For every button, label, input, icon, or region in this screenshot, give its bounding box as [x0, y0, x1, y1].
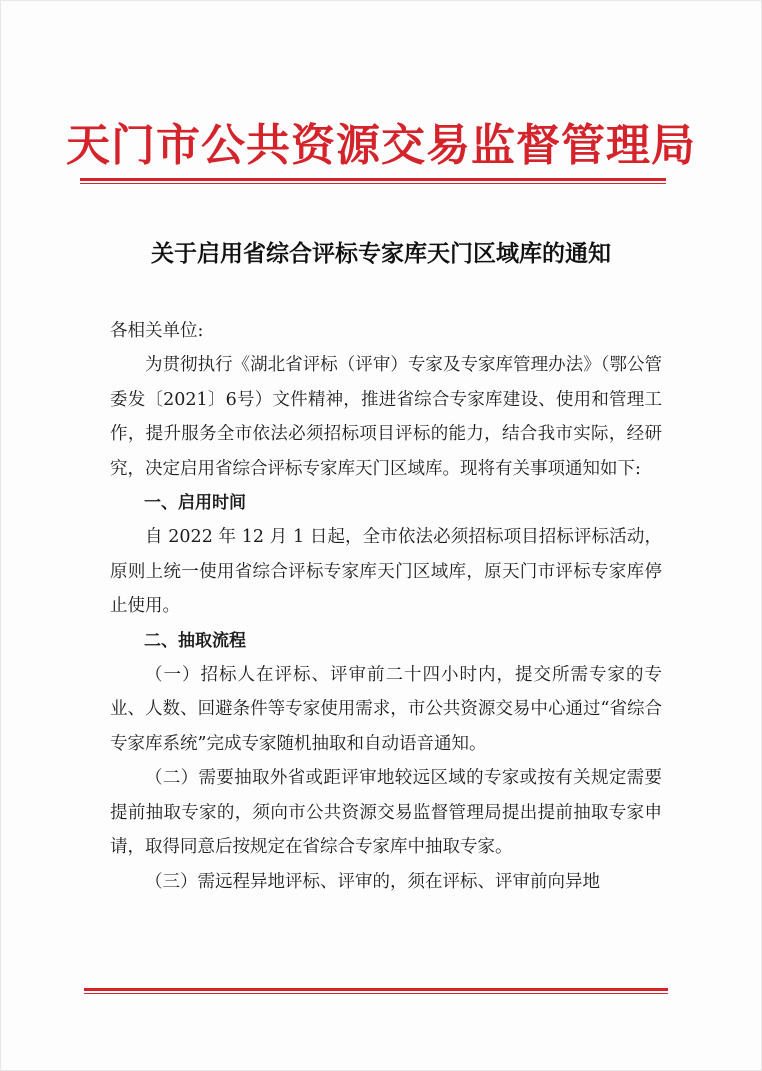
section-2-item-3: （三）需远程异地评标、评审的，须在评标、评审前向异地: [145, 871, 600, 892]
document-body: [110, 314, 662, 899]
footer-rule-thin: [84, 993, 668, 994]
section-2-item-2: （二）需要抽取外省或距评审地较远区域的专家或按有关规定需要提前抽取专家的，须向市公共资源交易监督管理局提出提前抽取专家申请，取得同意后按规定在省综合专家库中抽取专家。: [110, 768, 662, 858]
masthead-rule-thin: [80, 183, 666, 184]
section-2-item-1: （一）招标人在评标、评审前二十四小时内，提交所需专家的专业、人数、回避条件等专家使用需求，市公共资源交易中心通过“省综合专家库系统”完成专家随机抽取和自动语音通知。: [110, 665, 662, 754]
footer-rule-thick: [84, 988, 668, 991]
document-title: 关于启用省综合评标专家库天门区域库的通知: [151, 240, 611, 267]
section-1-paragraph: 自 2022 年 12 月 1 日起，全市依法必须招标项目招标评标活动，原则上统一使用省综合评标专家库天门区域库，原天门市评标专家库停止使用。: [110, 527, 662, 617]
org-masthead: 天门市公共资源交易监督管理局: [66, 120, 696, 171]
section-2-heading: 二、抽取流程: [144, 630, 246, 651]
salutation: 各相关单位:: [110, 321, 204, 341]
section-1-heading: 一、启用时间: [144, 493, 246, 514]
masthead-rule-thick: [80, 178, 666, 181]
intro-paragraph: 为贯彻执行《湖北省评标（评审）专家及专家库管理办法》（鄂公管委发〔2021〕6号）文件精神，推进省综合专家库建设、使用和管理工作，提升服务全市依法必须招标项目评标的能力，结合我市实际，经研究，决定启用省综合评标专家库天门区域库。现将有关事项通知如下:: [110, 355, 662, 479]
